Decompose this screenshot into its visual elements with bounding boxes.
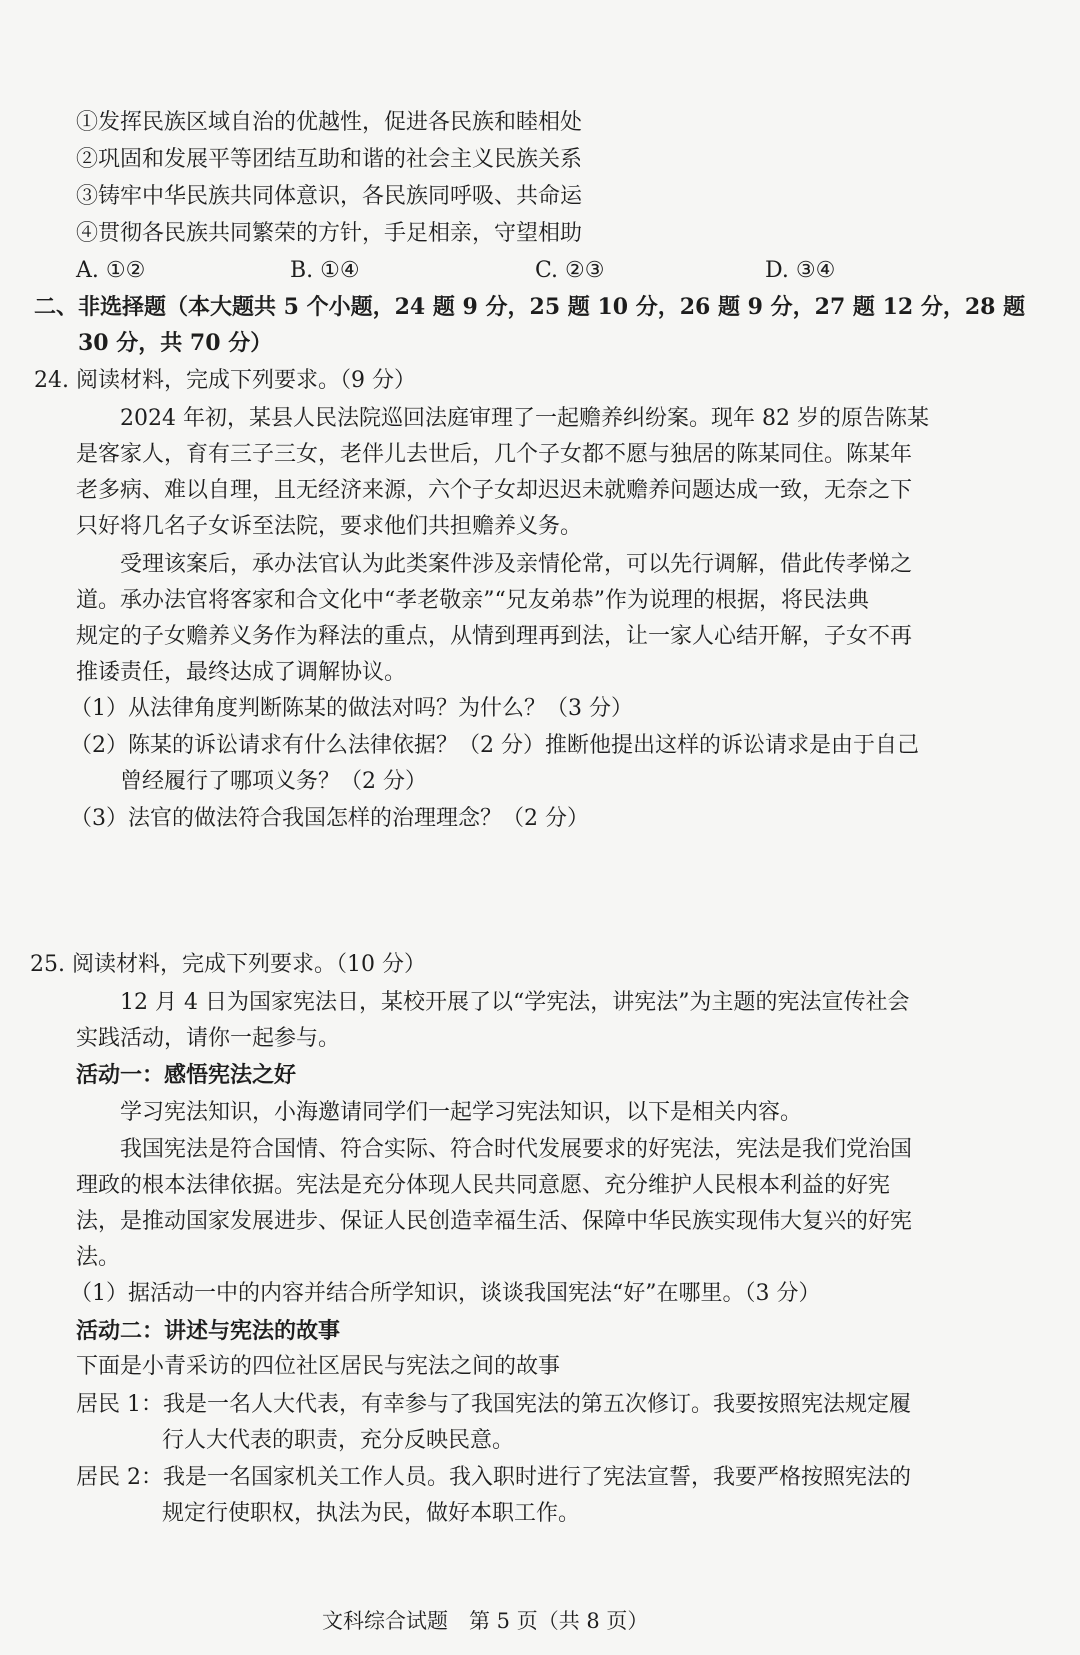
q25-subquestion-1: （1）据活动一中的内容并结合所学知识，谈谈我国宪法“好”在哪里。（3 分）: [70, 1281, 821, 1306]
q24-material-line: 老多病、难以自理，且无经济来源，六个子女却迟迟未就赡养问题达成一致，无奈之下: [76, 478, 913, 503]
answer-choice-c: C. ②③: [535, 258, 605, 283]
resident-2-story: 居民 2：我是一名国家机关工作人员。我入职时进行了宪法宣誓，我要严格按照宪法的: [76, 1465, 911, 1490]
q24-material-line: 道。承办法官将客家和合文化中“孝老敬亲”“兄友弟恭”作为说理的根据，将民法典: [76, 588, 869, 613]
q24-material-line: 只好将几名子女诉至法院，要求他们共担赡养义务。: [76, 514, 583, 539]
option-statement-1: ①发挥民族区域自治的优越性，促进各民族和睦相处: [76, 110, 583, 135]
activity-1-material-line: 法。: [76, 1245, 121, 1270]
option-statement-4: ④贯彻各民族共同繁荣的方针，手足相亲，守望相助: [76, 221, 583, 246]
answer-choice-a: A. ①②: [76, 258, 146, 283]
activity-1-title: 活动一：感悟宪法之好: [76, 1062, 297, 1088]
question-25-title: 25. 阅读材料，完成下列要求。（10 分）: [30, 952, 426, 977]
section-heading-continued: 30 分，共 70 分）: [78, 330, 273, 356]
option-statement-3: ③铸牢中华民族共同体意识，各民族同呼吸、共命运: [76, 184, 583, 209]
resident-1-story-continued: 行人大代表的职责，充分反映民意。: [162, 1428, 515, 1453]
answer-choice-b: B. ①④: [290, 258, 360, 283]
activity-2-title: 活动二：讲述与宪法的故事: [76, 1318, 341, 1344]
q24-material-line: 规定的子女赡养义务作为释法的重点，从情到理再到法，让一家人心结开解，子女不再: [76, 624, 913, 649]
question-24-title: 24. 阅读材料，完成下列要求。（9 分）: [34, 368, 416, 393]
activity-2-intro: 下面是小青采访的四位社区居民与宪法之间的故事: [76, 1354, 561, 1379]
resident-2-story-continued: 规定行使职权，执法为民，做好本职工作。: [162, 1501, 581, 1526]
activity-1-material-line: 理政的根本法律依据。宪法是充分体现人民共同意愿、充分维护人民根本利益的好宪: [76, 1173, 891, 1198]
q24-material-line: 推诿责任，最终达成了调解协议。: [76, 660, 407, 685]
q24-subquestion-2: （2）陈某的诉讼请求有什么法律依据？（2 分）推断他提出这样的诉讼请求是由于自己: [70, 733, 919, 758]
activity-1-material-line: 我国宪法是符合国情、符合实际、符合时代发展要求的好宪法，宪法是我们党治国: [120, 1137, 913, 1162]
q24-subquestion-3: （3）法官的做法符合我国怎样的治理理念？（2 分）: [70, 806, 589, 831]
q24-material-line: 是客家人，育有三子三女，老伴儿去世后，几个子女都不愿与独居的陈某同住。陈某年: [76, 442, 913, 467]
q24-material-line: 2024 年初，某县人民法院巡回法庭审理了一起赡养纠纷案。现年 82 岁的原告陈某: [120, 406, 929, 431]
activity-1-material-line: 法，是推动国家发展进步、保证人民创造幸福生活、保障中华民族实现伟大复兴的好宪: [76, 1209, 913, 1234]
option-statement-2: ②巩固和发展平等团结互助和谐的社会主义民族关系: [76, 147, 583, 172]
q24-subquestion-1: （1）从法律角度判断陈某的做法对吗？为什么？（3 分）: [70, 696, 633, 721]
page-footer: 文科综合试题 第 5 页（共 8 页）: [322, 1609, 649, 1633]
activity-1-text: 学习宪法知识，小海邀请同学们一起学习宪法知识，以下是相关内容。: [120, 1100, 803, 1125]
resident-1-story: 居民 1：我是一名人大代表，有幸参与了我国宪法的第五次修订。我要按照宪法规定履: [76, 1392, 911, 1417]
answer-choice-d: D. ③④: [765, 258, 836, 283]
section-heading: 二、非选择题（本大题共 5 个小题，24 题 9 分，25 题 10 分，26 题 9 分，27 题 12 分，28 题: [34, 294, 1026, 320]
q24-subquestion-2-continued: 曾经履行了哪项义务？（2 分）: [120, 769, 427, 794]
q25-intro-line: 12 月 4 日为国家宪法日，某校开展了以“学宪法，讲宪法”为主题的宪法宣传社会: [120, 990, 910, 1015]
q24-material-line: 受理该案后，承办法官认为此类案件涉及亲情伦常，可以先行调解，借此传孝悌之: [120, 552, 913, 577]
q25-intro-line: 实践活动，请你一起参与。: [76, 1026, 341, 1051]
